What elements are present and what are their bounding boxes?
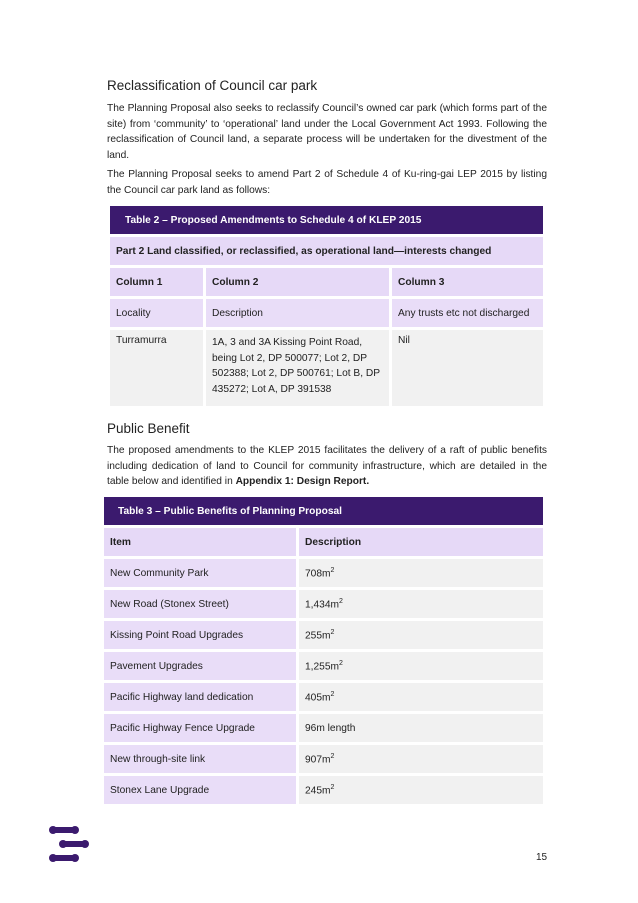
table2-label-trusts: Any trusts etc not discharged <box>392 299 543 327</box>
benefit-value: 907m <box>305 754 331 766</box>
table3-title: Table 3 – Public Benefits of Planning Proposal <box>104 497 543 525</box>
benefit-value: 255m <box>305 630 331 642</box>
appendix-reference: Appendix 1: Design Report. <box>235 476 370 487</box>
benefit-item: New Road (Stonex Street) <box>104 590 296 618</box>
benefit-description <box>299 590 543 618</box>
table2-column-2-header: Column 2 <box>206 268 389 296</box>
table2-label-description: Description <box>206 299 389 327</box>
table-row <box>104 714 543 742</box>
table-row <box>104 652 543 680</box>
benefit-unit-superscript: 2 <box>330 628 335 636</box>
benefit-description <box>299 683 543 711</box>
benefit-unit-superscript: 2 <box>330 566 335 574</box>
paragraph-public-benefit <box>107 443 547 490</box>
benefit-description <box>299 621 543 649</box>
benefit-value: 96m length <box>305 722 356 734</box>
table2-cell-description: 1A, 3 and 3A Kissing Point Road, being Lot 2, DP 500077; Lot 2, DP 502388; Lot 2, DP 500761; Lot B, DP 435272; Lot A, DP 391538 <box>206 330 389 406</box>
benefit-item: Pacific Highway land dedication <box>104 683 296 711</box>
table2-column-1-header: Column 1 <box>110 268 203 296</box>
public-benefit-text: The proposed amendments to the KLEP 2015 facilitates the delivery of a raft of public benefits including dedication of land to Council for community infrastructure, which are detailed in the table below and identified in <box>107 445 547 487</box>
benefit-description <box>299 776 543 804</box>
table2-subheader: Part 2 Land classified, or reclassified, as operational land—interests changed <box>110 237 543 265</box>
table-row <box>104 745 543 773</box>
table-row <box>104 776 543 804</box>
benefit-unit-superscript: 2 <box>330 783 335 791</box>
benefit-item: Pavement Upgrades <box>104 652 296 680</box>
benefit-description <box>299 559 543 587</box>
table-row <box>104 590 543 618</box>
benefit-unit-superscript: 2 <box>330 690 335 698</box>
benefit-value: 1,434m <box>305 599 339 611</box>
benefit-value: 708m <box>305 568 331 580</box>
paragraph-reclassification: The Planning Proposal also seeks to reclassify Council’s owned car park (which forms part of the site) from ‘community’ to ‘operational’ land under the Local Government Act 1993. Following the reclassification of Council land, a separate process will be undertaken for the divestment of the land. <box>107 103 547 161</box>
company-logo-icon <box>48 826 90 862</box>
benefit-value: 245m <box>305 785 331 797</box>
table-row <box>104 621 543 649</box>
benefit-value: 1,255m <box>305 661 339 673</box>
benefit-item: New through-site link <box>104 745 296 773</box>
table-schedule-4 <box>107 203 546 409</box>
table-row <box>104 683 543 711</box>
benefit-unit-superscript: 2 <box>330 752 335 760</box>
table2-cell-trusts: Nil <box>392 330 543 406</box>
table2-column-3-header: Column 3 <box>392 268 543 296</box>
benefit-value: 405m <box>305 692 331 704</box>
table3-column-description-header: Description <box>299 528 543 556</box>
paragraph-amend-schedule: The Planning Proposal seeks to amend Part 2 of Schedule 4 of Ku-ring-gai LEP 2015 by listing the Council car park land as follows: <box>107 169 547 196</box>
benefit-unit-superscript: 2 <box>338 659 343 667</box>
benefit-item: New Community Park <box>104 559 296 587</box>
benefit-description <box>299 652 543 680</box>
table3-column-item-header: Item <box>104 528 296 556</box>
benefit-description <box>299 745 543 773</box>
section-heading-reclassification: Reclassification of Council car park <box>107 78 318 93</box>
benefit-item: Pacific Highway Fence Upgrade <box>104 714 296 742</box>
table-row <box>104 559 543 587</box>
benefit-description <box>299 714 543 742</box>
page-number: 15 <box>536 852 548 863</box>
section-heading-public-benefit: Public Benefit <box>107 421 190 436</box>
table2-label-locality: Locality <box>110 299 203 327</box>
table2-title: Table 2 – Proposed Amendments to Schedule 4 of KLEP 2015 <box>110 206 543 234</box>
benefit-item: Stonex Lane Upgrade <box>104 776 296 804</box>
benefit-unit-superscript: 2 <box>338 597 343 605</box>
table2-cell-locality: Turramurra <box>110 330 203 406</box>
benefit-item: Kissing Point Road Upgrades <box>104 621 296 649</box>
table-public-benefits <box>101 494 546 807</box>
